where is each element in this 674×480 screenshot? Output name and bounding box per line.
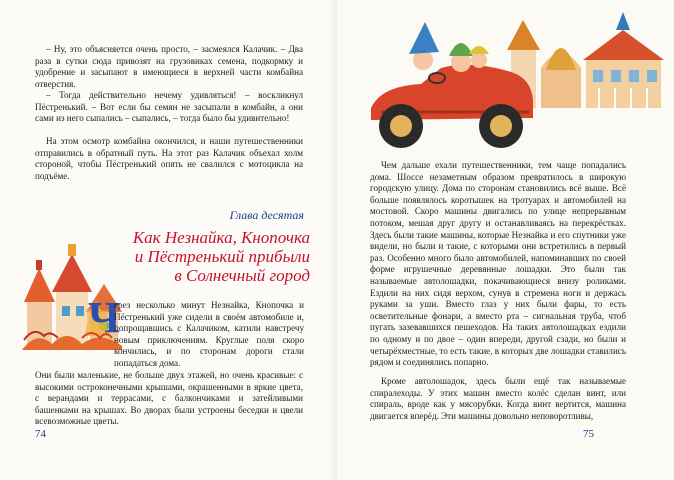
right-page — [337, 0, 674, 480]
chapter-label: Глава десятая — [229, 208, 304, 222]
chapter-title-line-3: в Солнечный город — [174, 266, 310, 285]
chapter-text-first: ерез несколько минут Незнайка, Кнопочка и Пёстренький уже сидели в своём автомобиле и, попрощавшись с Калачиком, катили навстречу новым приключениям. Круглые поля скоро кончились, и по сторонам дороги стали попадаться дома. — [114, 300, 304, 368]
dropcap: Ч — [88, 293, 121, 342]
left-paragraph-3: На этом осмотр комбайна окончился, и наши путешественники отправились в обратный путь. На этот раз Калачик объехал холм стороной, чтобы Пёстренький опять не свалился с мотоцикла на подъёме. — [35, 136, 303, 181]
left-paragraph-2: – Тогда действительно нечему удивляться! – воскликнул Пёстренький. – Вот если бы семян не засыпали в комбайн, а они сами из него сыпались – сыпались, – тогда было бы удивительно! — [35, 90, 303, 124]
right-paragraph-2: Кроме автолошадок, здесь были ещё так называемые спиралеходы. У этих машин вместо колёс сделан винт, или спираль, вроде как у мясорубки. Когда винт вертится, машина двигается вперёд. Эти машины довольно неповоротливы, — [370, 376, 626, 421]
chapter-title-line-2: и Пёстренький прибыли — [134, 247, 310, 266]
page-number-right: 75 — [583, 428, 594, 440]
page-number-left: 74 — [35, 428, 46, 440]
left-paragraph-1: – Ну, это объясняется очень просто, – засмеялся Калачик. – Два раза в сутки сюда привозят на грузовиках семена, подкормку и удобрение и засыпают в имеющиеся в верхней части комбайна отверстия. — [35, 44, 303, 89]
right-paragraph-1: Чем дальше ехали путешественники, тем чаще попадались дома. Шоссе незаметным образом превратилось в широкую городскую улицу. Дома по сторонам становились всё выше. Всё больше появлялось коротышек на тротуарах и автомобилей на мостовой. Скоро машины двигались по улице непрерывным потоком, мешая друг другу и останавливаясь на перекрёстках. Здесь были такие машины, которые Незнайка и его спутники уже видели, но были и такие, с которыми они встретились в первый раз. Особенно много было автомобилей, напоминавших по своей форме игрушечные деревянные лошадки. Это были так называемые автолошадки, покачивающиеся внизу роликами. Ездили на них сидя верхом, сунув в стремена ноги и держась руками за уши. Вместо глаз у них были фары, то есть осветительные фонари, а вместо рта – сигнальная труба, чтоб пугать зазевавшихся пешеходов. На таких автолошадках ездили по одному и по двое – один впереди, другой сзади, но были и четырёхместные, то есть такие, в которых две лошадки ставились рядом и соединялись попарно. — [370, 160, 626, 368]
car-illustration — [361, 8, 671, 158]
chapter-text-rest: Они были маленькие, не больше двух этажей, но очень красивые: с высокими остроконечными крышами, окрашенными в яркие цвета, с верандами и террасами, с балкончиками и затейливыми башенками на крышах. Во дворах были устроены беседки и цвели всевозможные цветы. — [35, 370, 303, 427]
chapter-title-line-1: Как Незнайка, Кнопочка — [132, 228, 310, 247]
chapter-title — [120, 228, 310, 285]
